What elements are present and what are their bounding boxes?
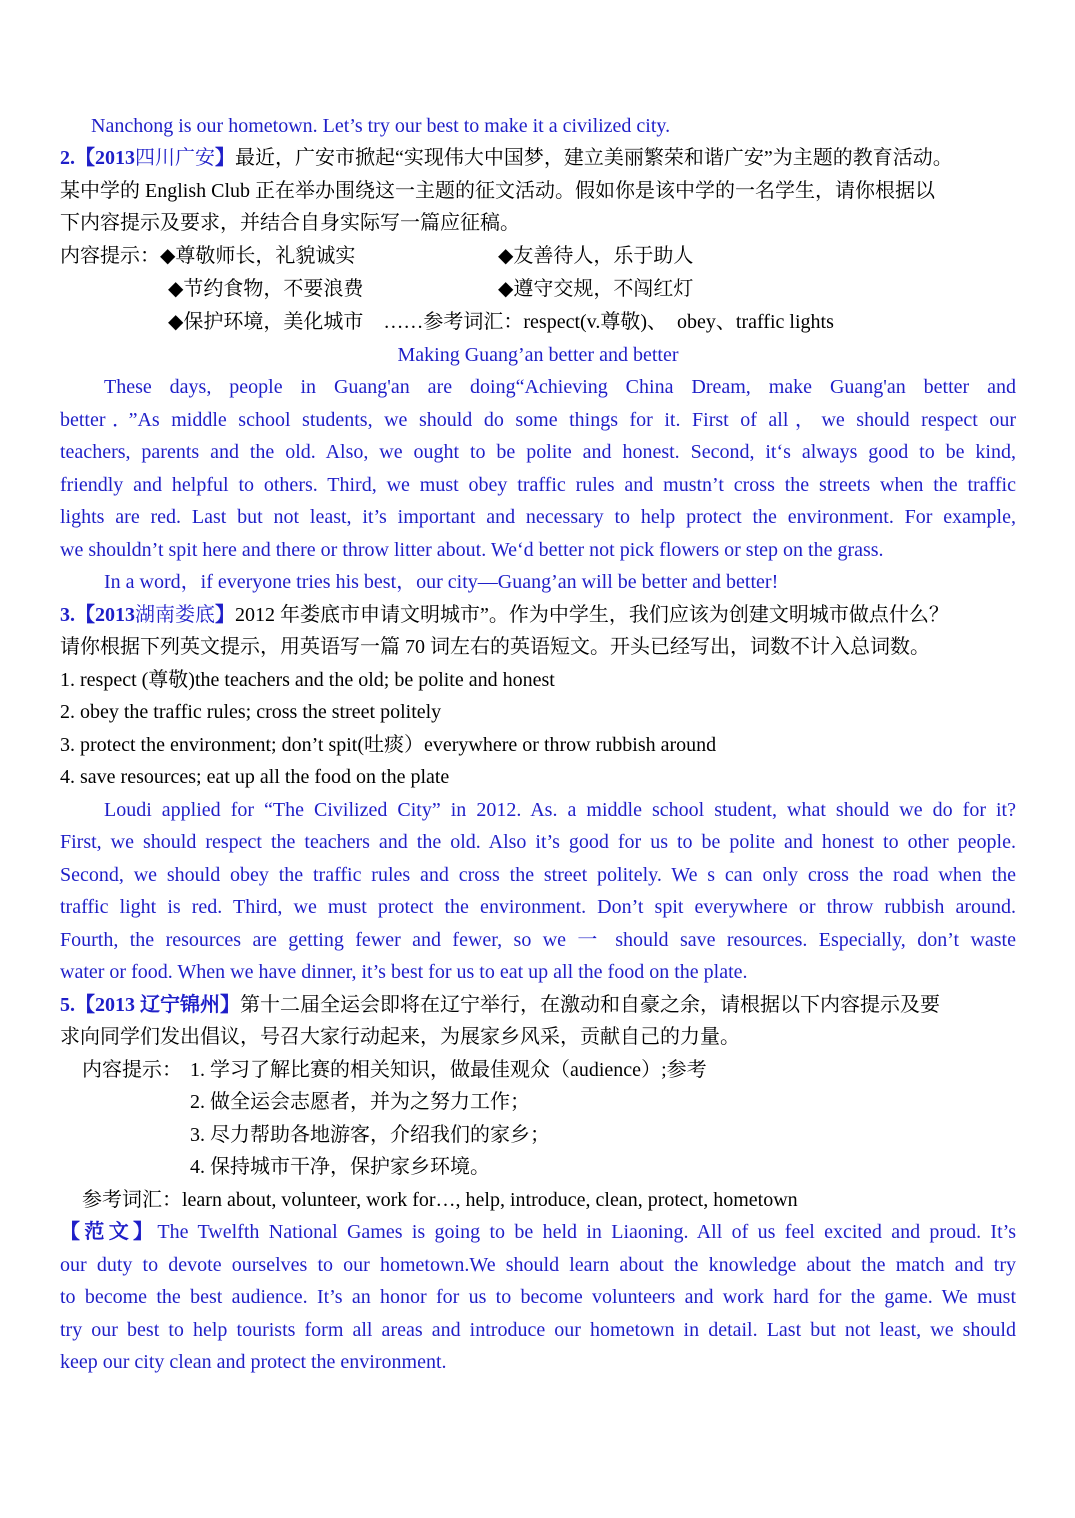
q2-prompt-3: 下内容提示及要求，并结合自身实际写一篇应征稿。: [60, 212, 520, 234]
q2-essay-line: These days, people in Guang'an are doing“Achieving China Dream, make Guang'an better and: [104, 376, 1016, 398]
q5-model-line: [60, 1216, 1016, 1248]
q5-model-text: The Twelfth National Games is going to be held in Liaoning. All of us feel excited and proud. It’s: [157, 1221, 1016, 1243]
q2-essay-line: friendly and helpful to others. Third, we must obey traffic rules and mustn’t cross the streets when the traffic: [60, 474, 1016, 496]
q2-region: 四川广安: [135, 147, 215, 169]
q3-essay-line: Fourth, the resources are getting fewer and fewer, so we 一 should save resources. Especially, don’t waste: [60, 929, 1016, 951]
q5-hints-label: 内容提示：: [82, 1059, 182, 1081]
q5-hint: 4. 保持城市干净，保护家乡环境。: [190, 1156, 490, 1178]
q3-essay-line: Loudi applied for “The Civilized City” in 2012. As. a middle school student, what should we do for it?: [104, 799, 1016, 821]
q5-prompt-1: 第十二届全运会即将在辽宁举行，在激动和自豪之余，请根据以下内容提示及要: [240, 994, 940, 1016]
q5-model-line: to become the best audience. It’s an honor for us to become volunteers and work hard for the game. We must: [60, 1286, 1016, 1308]
q2-hint-c: ◆节约食物，不要浪费: [168, 278, 364, 300]
q5-hint: 3. 尽力帮助各地游客，介绍我们的家乡；: [190, 1124, 550, 1146]
q1-closing-line: Nanchong is our hometown. Let’s try our best to make it a civilized city.: [91, 115, 671, 137]
q2-essay-line: In a word，if everyone tries his best，our city—Guang’an will be better and better!: [104, 571, 779, 593]
q3-bracket-close: 】: [215, 604, 235, 626]
q3-year: 2013: [95, 604, 135, 626]
q5-model-tag: 【范文】: [60, 1221, 158, 1243]
q5-label: 5.【2013 辽宁锦州】: [60, 994, 240, 1016]
q2-essay-line: teachers, parents and the old. Also, we ought to be polite and honest. Second, it‘s always good to be kind,: [60, 441, 1016, 463]
q5-model-line: keep our city clean and protect the environment.: [60, 1351, 447, 1373]
q2-prompt-1: 最近，广安市掀起“实现伟大中国梦，建立美丽繁荣和谐广安”为主题的教育活动。: [235, 147, 953, 169]
q2-hint-d: ◆遵守交规，不闯红灯: [498, 278, 694, 300]
q3-item: 2. obey the traffic rules; cross the street politely: [60, 701, 442, 723]
q5-heading-line: [60, 989, 1016, 1021]
q5-vocab: 参考词汇：learn about, volunteer, work for…, help, introduce, clean, protect, hometown: [82, 1189, 798, 1211]
q2-heading-line: [60, 142, 1016, 174]
q3-essay-line: First, we should respect the teachers and the old. Also it’s good for us to be polite and honest to other people.: [60, 831, 1016, 853]
q2-bracket-close: 】: [215, 147, 235, 169]
q5-model-line: our duty to devote ourselves to our hometown.We should learn about the knowledge about the match and try: [60, 1254, 1016, 1276]
q2-bracket-open: 【: [75, 147, 95, 169]
q2-hints-label: 内容提示：: [60, 245, 160, 267]
q3-item: 1. respect (尊敬)the teachers and the old; be polite and honest: [60, 669, 555, 691]
q3-essay-line: traffic light is red. Third, we must protect the environment. Don’t spit everywhere or throw rubbish around.: [60, 896, 1016, 918]
q2-essay-line: better．”As middle school students, we should do some things for it. First of all，we should respect our: [60, 409, 1016, 431]
q5-prompt-2: 求向同学们发出倡议，号召大家行动起来，为展家乡风采，贡献自己的力量。: [60, 1026, 740, 1048]
q3-bracket-open: 【: [75, 604, 95, 626]
q3-region: 湖南娄底: [135, 604, 215, 626]
q2-essay-line: we shouldn’t spit here and there or throw litter about. We‘d better not pick flowers or step on the grass.: [60, 539, 884, 561]
q3-prompt-1: 2012 年娄底市申请文明城市”。作为中学生，我们应该为创建文明城市做点什么？: [235, 604, 949, 626]
q2-hint-e: ◆保护环境，美化城市 ……参考词汇：respect(v.尊敬)、 obey、traffic lights: [168, 311, 834, 333]
q2-hint-b: ◆友善待人，乐于助人: [498, 245, 694, 267]
q2-hint-a: ◆尊敬师长，礼貌诚实: [160, 245, 356, 267]
q3-essay-line: Second, we should obey the traffic rules and cross the street politely. We s can only cross the road when the: [60, 864, 1016, 886]
q5-hint: 1. 学习了解比赛的相关知识，做最佳观众（audience）;参考: [190, 1059, 707, 1081]
q3-number: 3.: [60, 604, 75, 626]
q5-hint: 2. 做全运会志愿者，并为之努力工作；: [190, 1091, 530, 1113]
q2-essay-line: lights are red. Last but not least, it’s important and necessary to help protect the environment. For example,: [60, 506, 1016, 528]
q3-item: 4. save resources; eat up all the food on the plate: [60, 766, 450, 788]
q3-essay-line: water or food. When we have dinner, it’s best for us to eat up all the food on the plate.: [60, 961, 748, 983]
q2-prompt-2: 某中学的 English Club 正在举办围绕这一主题的征文活动。假如你是该中学的一名学生，请你根据以: [60, 180, 936, 202]
q2-number: 2.: [60, 147, 75, 169]
q2-year: 2013: [95, 147, 135, 169]
q5-model-line: try our best to help tourists form all areas and introduce our hometown in detail. Last but not least, we should: [60, 1319, 1016, 1341]
q3-item: 3. protect the environment; don’t spit(吐痰）everywhere or throw rubbish around: [60, 734, 717, 756]
q2-essay-title: Making Guang’an better and better: [397, 344, 679, 366]
q3-prompt-2: 请你根据下列英文提示，用英语写一篇 70 词左右的英语短文。开头已经写出，词数不计入总词数。: [60, 636, 930, 658]
q3-heading-line: [60, 599, 1016, 631]
